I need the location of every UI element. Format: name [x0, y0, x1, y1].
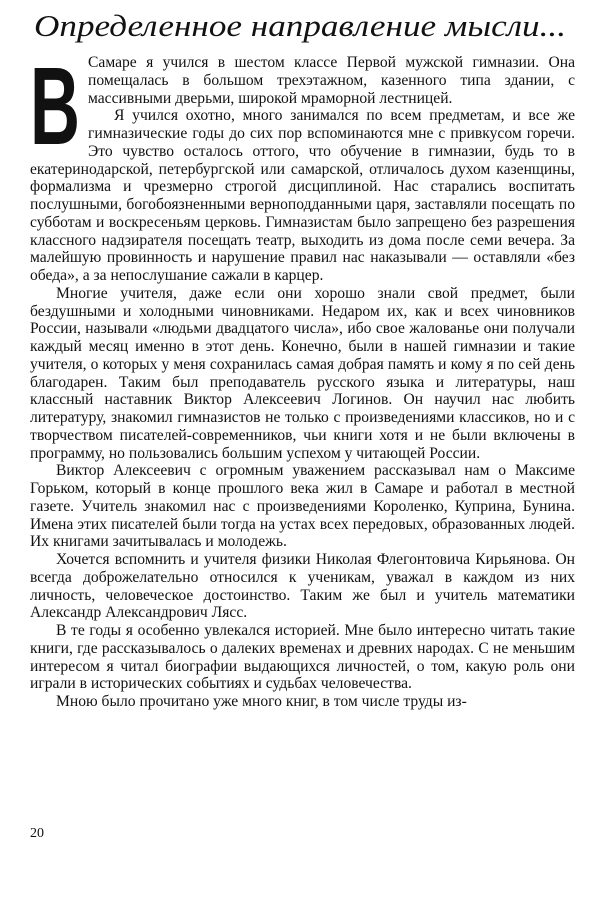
- paragraph-7: Мною было прочитано уже много книг, в том числе труды из-: [56, 693, 467, 710]
- paragraph-4: Виктор Алексеевич с огромным уважением рассказывал нам о Максиме Горьком, который в конце прошлого века жил в Самаре и работал в местной газете. Учитель знакомил нас с произведениями Короленко, Куприна, Бунина. Имена этих писателей были тогда на устах всех передовых, образованных людей. Их книгами зачитывалась и молодежь.: [30, 462, 575, 551]
- chapter-heading-script: [30, 2, 575, 46]
- paragraph-2: Я учился охотно, много занимался по всем предметам, и все же гимназические годы до сих пор вспоминаются мне с привкусом горечи. Это чувство осталось оттого, что обучение в гимназии, будь то в екатеринодарской, петербургской или самарской, отличалось духом казенщины, формализма и чрезмерно строгой дисциплиной. Нас старались воспитать послушными, богобоязненными верноподданными царя, заставляли посещать по субботам и воскресеньям церковь. Гимназистам было запрещено без разрешения классного надзирателя посещать театр, выходить из дома после семи вечера. За малейшую провинность и нарушение правил нас наказывали — оставляли «без обеда», а за непослушание сажали в карцер.: [30, 107, 575, 284]
- drop-cap: [30, 45, 80, 168]
- paragraph-5: Хочется вспомнить и учителя физики Николая Флегонтовича Кирьянова. Он всегда доброжелательно относился к ученикам, уважал в каждом из них личность, человеческое достоинство. Таким же был и учитель математики Александр Александрович Лясс.: [30, 551, 575, 622]
- paragraph-1: Самаре я учился в шестом классе Первой мужской гимназии. Она помещалась в большом трехэтажном, казенного типа здании, с массивными дверьми, широкой мраморной лестницей.: [88, 54, 575, 107]
- chapter-heading: [30, 2, 575, 46]
- page-number: 20: [30, 826, 44, 841]
- chapter-heading-text: Определенное направление мысли...: [34, 8, 566, 43]
- body-text: [30, 45, 575, 711]
- paragraph-6: В те годы я особенно увлекался историей. Мне было интересно читать такие книги, где рассказывалось о далеких временах и древних народах. С не меньшим интересом я читал биографии выдающихся личностей, о том, какую роль они играли в исторических событиях и судьбах человечества.: [30, 622, 575, 693]
- drop-cap-glyph: [30, 45, 80, 168]
- paragraph-3: Многие учителя, даже если они хорошо знали свой предмет, были бездушными и холодными чиновниками. Недаром их, как и всех чиновников России, называли «людьми двадцатого числа», ибо свое жалованье они получали каждый месяц именно в этот день. Конечно, были в нашей гимназии и такие учителя, о которых у меня сохранилась самая добрая память и кому я по сей день благодарен. Таким был преподаватель русского языка и литературы, наш классный наставник Виктор Алексеевич Логинов. Он научил нас любить литературу, знакомил гимназистов не только с произведениями классиков, но и с творчеством писателей-современников, чьи книги хотя и не были включены в программу, но пользовались большим успехом у читающей России.: [30, 284, 575, 462]
- drop-cap-letter: В: [30, 45, 80, 168]
